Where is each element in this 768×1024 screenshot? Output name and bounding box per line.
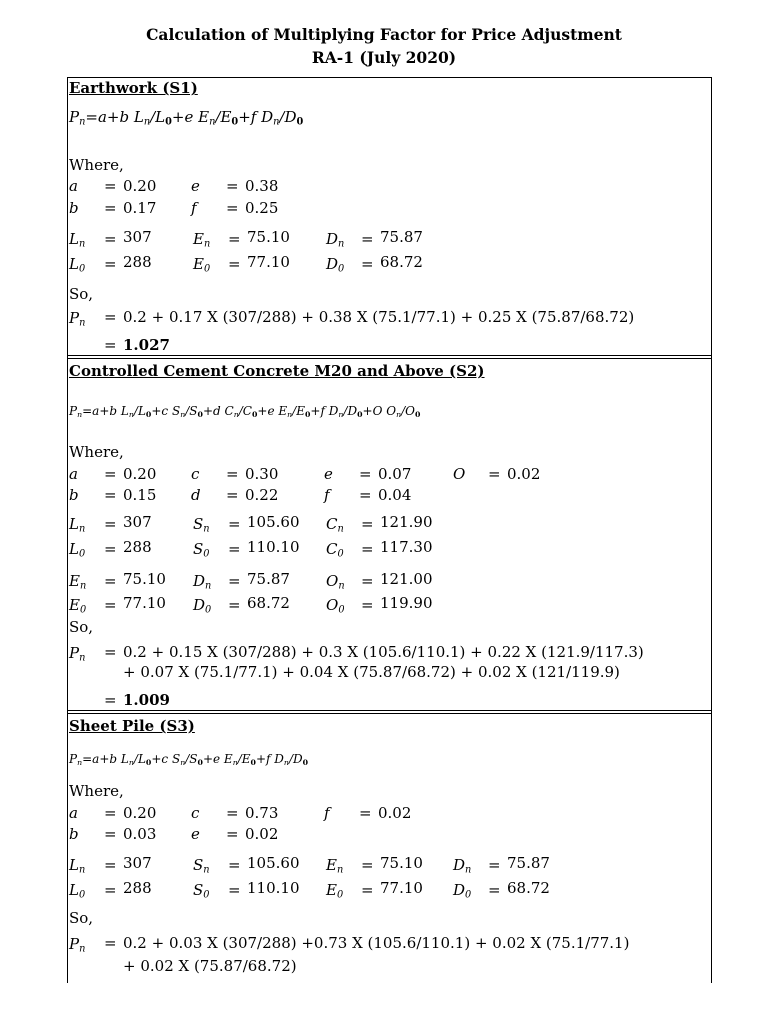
s3-coef-symbol xyxy=(69,825,79,843)
s2-result-equals: = xyxy=(104,691,117,709)
s2-index-symbol xyxy=(69,515,85,538)
s2-formula-term-sub: n xyxy=(233,409,239,419)
s2-where-label: Where, xyxy=(69,443,124,461)
s3-coef-value: 0.03 xyxy=(123,825,157,843)
s2-calc-equals: = xyxy=(104,643,117,661)
s2-index-symbol xyxy=(326,540,344,563)
s2-formula-term-sub: 0 xyxy=(304,409,311,419)
s3-coef-equals: = xyxy=(226,825,239,843)
s3-coef-symbol: b xyxy=(69,825,79,843)
s2-index-symbol: $O_0$ xyxy=(326,596,345,616)
s2-index-subscript: 0 xyxy=(337,548,344,560)
s2-formula-term: b $L_n/L_0+$ xyxy=(109,404,162,419)
s2-coef-value: 0.15 xyxy=(123,486,157,504)
s3-formula-term: e $E_n/E_0+$ xyxy=(213,752,267,767)
s3-index-symbol xyxy=(69,881,85,904)
s3-coef-value: 0.02 xyxy=(245,825,279,843)
s2-coef-symbol xyxy=(324,465,333,483)
s2-index-equals: = xyxy=(228,540,241,558)
s2-index-symbol xyxy=(326,515,344,538)
s2-formula-term-sub: n xyxy=(128,409,134,419)
s3-formula-term: f $D_n/D_0$ xyxy=(266,752,309,767)
s1-index-equals: = xyxy=(228,230,241,248)
s3-index-subscript: 0 xyxy=(78,889,86,901)
s3-coef-symbol: c xyxy=(191,804,200,822)
s2-formula-lhs-sub: n xyxy=(77,409,83,419)
s2-index-symbol: $E_n$ xyxy=(69,572,87,592)
s1-calc-symbol: $P_n$ xyxy=(69,309,86,329)
s2-so-label: So, xyxy=(69,618,94,636)
s3-coef-equals: = xyxy=(104,825,117,843)
s2-coef-symbol xyxy=(69,486,79,504)
s3-coef-equals: = xyxy=(359,804,372,822)
s1-index-symbol xyxy=(69,255,85,278)
s2-heading: Controlled Cement Concrete M20 and Above (S2) xyxy=(69,362,485,380)
s3-index-equals: = xyxy=(361,881,374,899)
s3-index-subscript: 0 xyxy=(465,889,472,901)
s2-index-symbol xyxy=(326,596,345,619)
s3-so-label: So, xyxy=(69,909,94,927)
s2-index-equals: = xyxy=(104,596,117,614)
s3-index-equals: = xyxy=(104,881,117,899)
s2-coef-symbol xyxy=(191,486,201,504)
s2-index-symbol xyxy=(193,572,211,595)
s1-index-subscript: 0 xyxy=(78,263,86,275)
s3-index-equals: = xyxy=(361,856,374,874)
s1-index-subscript: 0 xyxy=(203,263,211,275)
s3-formula-term-sub: n xyxy=(180,757,186,767)
s1-index-symbol xyxy=(193,255,210,278)
s1-index-equals: = xyxy=(361,255,374,273)
s3-index-symbol xyxy=(326,881,343,904)
s2-formula-term: e $E_n/E_0+$ xyxy=(267,404,321,419)
s2-index-subscript: n xyxy=(203,523,210,535)
s1-coef-equals: = xyxy=(226,177,239,195)
s2-coef-symbol xyxy=(453,465,465,483)
s1-index-value: 77.10 xyxy=(247,253,290,271)
s1-coef-value: 0.20 xyxy=(123,177,157,195)
s2-formula-term-sub: 0 xyxy=(357,409,363,419)
s1-coef-value: 0.38 xyxy=(245,177,279,195)
s3-calc-line: + 0.02 X (75.87/68.72) xyxy=(123,957,297,975)
s3-index-subscript: 0 xyxy=(203,889,210,901)
s3-index-subscript: n xyxy=(465,864,472,876)
s2-index-symbol: $D_0$ xyxy=(193,596,212,616)
s1-coef-symbol xyxy=(69,177,78,195)
s3-index-equals: = xyxy=(228,881,241,899)
s1-index-value: 307 xyxy=(123,228,152,246)
s2-calc-line: + 0.07 X (75.1/77.1) + 0.04 X (75.87/68.72) + 0.02 X (121/119.9) xyxy=(123,663,620,681)
s3-calc-lhs xyxy=(69,935,85,958)
s3-index-symbol xyxy=(193,856,210,879)
s2-index-subscript: 0 xyxy=(79,604,87,616)
s3-index-value: 307 xyxy=(123,854,152,872)
s1-index-value: 75.87 xyxy=(380,228,423,246)
s2-calc-line: 0.2 + 0.15 X (307/288) + 0.3 X (105.6/110.1) + 0.22 X (121.9/117.3) xyxy=(123,643,644,661)
s2-coef-symbol: e xyxy=(324,465,333,483)
s1-calc-subscript: n xyxy=(79,317,86,329)
s1-index-symbol: $E_0$ xyxy=(193,255,211,275)
s2-coef-symbol xyxy=(191,465,199,483)
s2-formula-term-sub: n xyxy=(180,409,186,419)
s2-index-equals: = xyxy=(104,515,117,533)
s2-coef-equals: = xyxy=(104,486,117,504)
s1-index-symbol: $E_n$ xyxy=(193,230,211,250)
s3-index-value: 77.10 xyxy=(380,879,423,897)
s2-index-subscript: 0 xyxy=(203,548,210,560)
s1-formula-term-sub: n xyxy=(209,116,216,128)
s2-index-symbol: $S_0$ xyxy=(193,540,210,560)
s3-index-symbol xyxy=(69,856,85,879)
s2-index-symbol: $C_n$ xyxy=(326,515,344,535)
s3-index-symbol: $D_n$ xyxy=(453,856,472,876)
s2-coef-value: 0.30 xyxy=(245,465,279,483)
s2-coef-symbol: f xyxy=(324,486,330,504)
s2-index-equals: = xyxy=(228,596,241,614)
s3-coef-equals: = xyxy=(104,804,117,822)
s3-formula: $P_n=a+b$ $L_n/L_0+c$ $S_n/S_0+e$ $E_n/E_0+f$ $D_n/D_0$ xyxy=(69,752,309,767)
s2-formula-term-sub: 0 xyxy=(197,409,203,419)
s2-index-symbol xyxy=(193,515,210,538)
s1-index-symbol: $L_n$ xyxy=(69,230,86,250)
s1-result-value: 1.027 xyxy=(123,336,170,354)
s1-where-label: Where, xyxy=(69,156,124,174)
s3-formula-term-sub: n xyxy=(128,757,134,767)
s3-index-value: 110.10 xyxy=(247,879,300,897)
s3-calc-equals: = xyxy=(104,934,117,952)
s3-coef-value: 0.73 xyxy=(245,804,279,822)
s1-index-equals: = xyxy=(228,255,241,273)
s2-coef-value: 0.02 xyxy=(507,465,541,483)
s3-formula-lhs: $P_n$ xyxy=(69,752,83,767)
s2-coef-equals: = xyxy=(359,465,372,483)
s1-coef-symbol: f xyxy=(191,199,197,217)
s3-index-equals: = xyxy=(228,856,241,874)
s2-index-symbol xyxy=(69,540,85,563)
s3-index-symbol xyxy=(453,856,471,879)
s1-formula-term: b $L_n/L_0+$ xyxy=(119,108,185,128)
s2-result-value: 1.009 xyxy=(123,691,170,709)
s2-coef-equals: = xyxy=(359,486,372,504)
s1-coef-equals: = xyxy=(104,199,117,217)
s2-index-value: 288 xyxy=(123,538,152,556)
s1-coef-equals: = xyxy=(226,199,239,217)
s2-index-value: 121.90 xyxy=(380,513,433,531)
s3-index-symbol: $S_n$ xyxy=(193,856,210,876)
s2-index-subscript: n xyxy=(205,580,212,592)
s2-calc-subscript: n xyxy=(79,652,86,664)
s2-index-equals: = xyxy=(228,572,241,590)
s2-index-subscript: 0 xyxy=(205,604,212,616)
s3-heading: Sheet Pile (S3) xyxy=(69,717,195,735)
s2-calc-symbol: $P_n$ xyxy=(69,644,86,664)
s1-index-subscript: n xyxy=(203,238,211,250)
s2-index-subscript: n xyxy=(78,523,86,535)
s2-coef-symbol: a xyxy=(69,465,78,483)
s3-formula-term: c $S_n/S_0+$ xyxy=(161,752,213,767)
s1-index-value: 75.10 xyxy=(247,228,290,246)
s1-coef-equals: = xyxy=(104,177,117,195)
section-divider-s1-s2 xyxy=(67,355,712,359)
s1-formula-term-sub: 0 xyxy=(296,116,304,128)
s3-coef-symbol xyxy=(191,804,199,822)
s3-index-value: 75.10 xyxy=(380,854,423,872)
s2-index-equals: = xyxy=(228,515,241,533)
s3-coef-symbol: f xyxy=(324,804,330,822)
section-divider-s2-s3 xyxy=(67,710,712,714)
s2-index-symbol xyxy=(193,540,210,563)
s3-formula-term-sub: 0 xyxy=(250,757,256,767)
s3-coef-value: 0.20 xyxy=(123,804,157,822)
s1-index-subscript: n xyxy=(338,238,345,250)
s3-index-equals: = xyxy=(488,856,501,874)
s1-formula-lhs-sub: n xyxy=(79,116,86,128)
s1-coef-symbol xyxy=(191,199,197,217)
s3-index-symbol xyxy=(326,856,343,879)
s2-coef-equals: = xyxy=(226,465,239,483)
s3-index-subscript: n xyxy=(78,864,86,876)
s1-formula-term-sub: n xyxy=(273,116,280,128)
s2-coef-equals: = xyxy=(226,486,239,504)
s2-coef-equals: = xyxy=(488,465,501,483)
s2-coef-symbol: b xyxy=(69,486,79,504)
s1-formula-term-sub: 0 xyxy=(165,116,172,128)
s2-coef-symbol xyxy=(324,486,330,504)
document-subtitle: RA-1 (July 2020) xyxy=(311,48,457,67)
document-title: Calculation of Multiplying Factor for Price Adjustment xyxy=(146,25,622,44)
s2-index-value: 75.10 xyxy=(123,570,166,588)
s2-index-subscript: 0 xyxy=(78,548,86,560)
s1-index-subscript: n xyxy=(78,238,86,250)
s2-index-equals: = xyxy=(361,572,374,590)
frame-top-border xyxy=(67,77,712,78)
s3-calc-subscript: n xyxy=(79,943,86,955)
s3-where-label: Where, xyxy=(69,782,124,800)
s2-coef-value: 0.22 xyxy=(245,486,279,504)
s2-formula-term-sub: n xyxy=(396,409,402,419)
s3-formula-term: a+ xyxy=(92,752,110,766)
s1-index-symbol: $L_0$ xyxy=(69,255,86,275)
s1-index-symbol xyxy=(326,230,344,253)
s1-index-value: 288 xyxy=(123,253,152,271)
s2-index-symbol: $L_0$ xyxy=(69,540,86,560)
s3-coef-value: 0.02 xyxy=(378,804,412,822)
s2-index-equals: = xyxy=(361,596,374,614)
s2-index-symbol: $E_0$ xyxy=(69,596,87,616)
s2-index-value: 307 xyxy=(123,513,152,531)
s1-calc-equals: = xyxy=(104,308,117,326)
s3-formula-term-sub: 0 xyxy=(197,757,203,767)
s1-index-symbol xyxy=(193,230,210,253)
s1-index-symbol xyxy=(326,255,344,278)
s3-index-equals: = xyxy=(488,881,501,899)
s2-index-value: 110.10 xyxy=(247,538,300,556)
s2-index-symbol: $O_n$ xyxy=(326,572,345,592)
s3-index-symbol: $E_0$ xyxy=(326,881,344,901)
s2-formula-term: O $O_n/O_0$ xyxy=(372,404,421,419)
s2-formula-term-sub: n xyxy=(338,409,344,419)
s3-index-subscript: n xyxy=(336,864,344,876)
s2-index-symbol: $S_n$ xyxy=(193,515,210,535)
s1-index-equals: = xyxy=(104,230,117,248)
s1-formula-term: e $E_n/E_0+$ xyxy=(184,108,251,128)
s2-coef-symbol xyxy=(69,465,78,483)
s2-formula-term-sub: 0 xyxy=(415,409,421,419)
s2-coef-value: 0.07 xyxy=(378,465,412,483)
s2-index-value: 77.10 xyxy=(123,594,166,612)
s3-formula-lhs-sub: n xyxy=(77,757,83,767)
s2-formula-term-sub: 0 xyxy=(145,409,152,419)
s1-formula-term: f $D_n/D_0$ xyxy=(250,108,304,128)
s1-formula-lhs: $P_n$ xyxy=(69,108,86,128)
s2-index-equals: = xyxy=(104,572,117,590)
s2-index-symbol xyxy=(69,596,86,619)
s2-coef-value: 0.20 xyxy=(123,465,157,483)
s2-index-equals: = xyxy=(104,540,117,558)
s3-coef-symbol xyxy=(324,804,330,822)
s3-index-symbol xyxy=(453,881,471,904)
s1-coef-symbol: e xyxy=(191,177,200,195)
s2-coef-symbol: c xyxy=(191,465,200,483)
s3-index-value: 105.60 xyxy=(247,854,300,872)
s3-index-symbol xyxy=(193,881,210,904)
s2-index-value: 117.30 xyxy=(380,538,433,556)
s1-coef-symbol: a xyxy=(69,177,78,195)
s1-coef-value: 0.17 xyxy=(123,199,157,217)
s3-index-symbol: $S_0$ xyxy=(193,881,210,901)
s1-index-symbol: $D_n$ xyxy=(326,230,345,250)
s1-coef-value: 0.25 xyxy=(245,199,279,217)
s3-index-subscript: n xyxy=(203,864,210,876)
s2-index-value: 75.87 xyxy=(247,570,290,588)
s2-index-subscript: n xyxy=(338,580,345,592)
s1-index-value: 68.72 xyxy=(380,253,423,271)
s3-calc-symbol: $P_n$ xyxy=(69,935,86,955)
s1-calc-lhs xyxy=(69,309,85,332)
s2-coef-symbol: O xyxy=(453,465,466,483)
s2-formula-term: c $S_n/S_0+$ xyxy=(161,404,213,419)
s1-index-subscript: 0 xyxy=(338,263,345,275)
s1-calc-line: 0.2 + 0.17 X (307/288) + 0.38 X (75.1/77.1) + 0.25 X (75.87/68.72) xyxy=(123,308,635,326)
s2-coef-symbol: d xyxy=(191,486,201,504)
s2-index-symbol xyxy=(193,596,211,619)
s3-coef-symbol xyxy=(69,804,78,822)
s2-formula-term-sub: 0 xyxy=(251,409,258,419)
s2-index-value: 105.60 xyxy=(247,513,300,531)
s1-formula-term-sub: 0 xyxy=(231,116,239,128)
s3-calc-line: 0.2 + 0.03 X (307/288) +0.73 X (105.6/110.1) + 0.02 X (75.1/77.1) xyxy=(123,934,630,952)
s3-formula-term-sub: n xyxy=(283,757,289,767)
s3-coef-symbol: a xyxy=(69,804,78,822)
s3-coef-symbol: e xyxy=(191,825,200,843)
s3-index-value: 75.87 xyxy=(507,854,550,872)
s3-index-value: 68.72 xyxy=(507,879,550,897)
s3-formula-term-sub: 0 xyxy=(145,757,152,767)
s2-formula-term: a+ xyxy=(92,404,110,418)
s3-coef-symbol xyxy=(191,825,200,843)
s3-index-equals: = xyxy=(104,856,117,874)
s1-coef-symbol: b xyxy=(69,199,79,217)
s2-coef-equals: = xyxy=(104,465,117,483)
s3-formula-term: b $L_n/L_0+$ xyxy=(109,752,162,767)
s3-index-symbol: $L_n$ xyxy=(69,856,86,876)
s2-index-equals: = xyxy=(361,515,374,533)
s2-coef-value: 0.04 xyxy=(378,486,412,504)
s3-index-symbol: $E_n$ xyxy=(326,856,344,876)
s2-formula-term: f $D_n/D_0+$ xyxy=(320,404,373,419)
s3-formula-term-sub: n xyxy=(232,757,238,767)
s2-index-equals: = xyxy=(361,540,374,558)
s1-heading: Earthwork (S1) xyxy=(69,79,198,97)
s2-formula-lhs: $P_n$ xyxy=(69,404,83,419)
s3-index-value: 288 xyxy=(123,879,152,897)
s1-index-equals: = xyxy=(104,255,117,273)
s2-formula-term: d $C_n/C_0+$ xyxy=(213,404,268,419)
s2-index-value: 121.00 xyxy=(380,570,433,588)
s1-coef-symbol xyxy=(69,199,79,217)
s2-formula: $P_n=a+b$ $L_n/L_0+c$ $S_n/S_0+d$ $C_n/C_0+e$ $E_n/E_0+f$ $D_n/D_0+O$ $O_n/O_0$ xyxy=(69,404,421,419)
s2-index-symbol xyxy=(326,572,345,595)
s2-index-symbol: $D_n$ xyxy=(193,572,212,592)
s2-index-subscript: 0 xyxy=(338,604,345,616)
s1-coef-symbol xyxy=(191,177,200,195)
s2-formula-term-sub: n xyxy=(287,409,293,419)
s1-formula-term-sub: n xyxy=(143,116,151,128)
s1-result-equals: = xyxy=(104,336,117,354)
s2-index-symbol: $C_0$ xyxy=(326,540,344,560)
s1-so-label: So, xyxy=(69,285,94,303)
s1-index-symbol: $D_0$ xyxy=(326,255,345,275)
s3-coef-equals: = xyxy=(226,804,239,822)
s1-formula: $P_n=a+b$ $L_n/L_0+e$ $E_n/E_0+f$ $D_n/D_0$ xyxy=(69,108,304,128)
s3-formula-term-sub: 0 xyxy=(302,757,309,767)
s1-formula-term: a+ xyxy=(97,108,120,126)
s2-index-value: 119.90 xyxy=(380,594,433,612)
s2-index-subscript: n xyxy=(337,523,344,535)
s2-index-symbol xyxy=(69,572,86,595)
s2-index-value: 68.72 xyxy=(247,594,290,612)
s2-index-subscript: n xyxy=(79,580,87,592)
s3-index-symbol: $D_0$ xyxy=(453,881,472,901)
s3-index-subscript: 0 xyxy=(336,889,344,901)
s1-index-symbol xyxy=(69,230,85,253)
s2-index-symbol: $L_n$ xyxy=(69,515,86,535)
s2-calc-lhs xyxy=(69,644,85,667)
s3-index-symbol: $L_0$ xyxy=(69,881,86,901)
s1-index-equals: = xyxy=(361,230,374,248)
